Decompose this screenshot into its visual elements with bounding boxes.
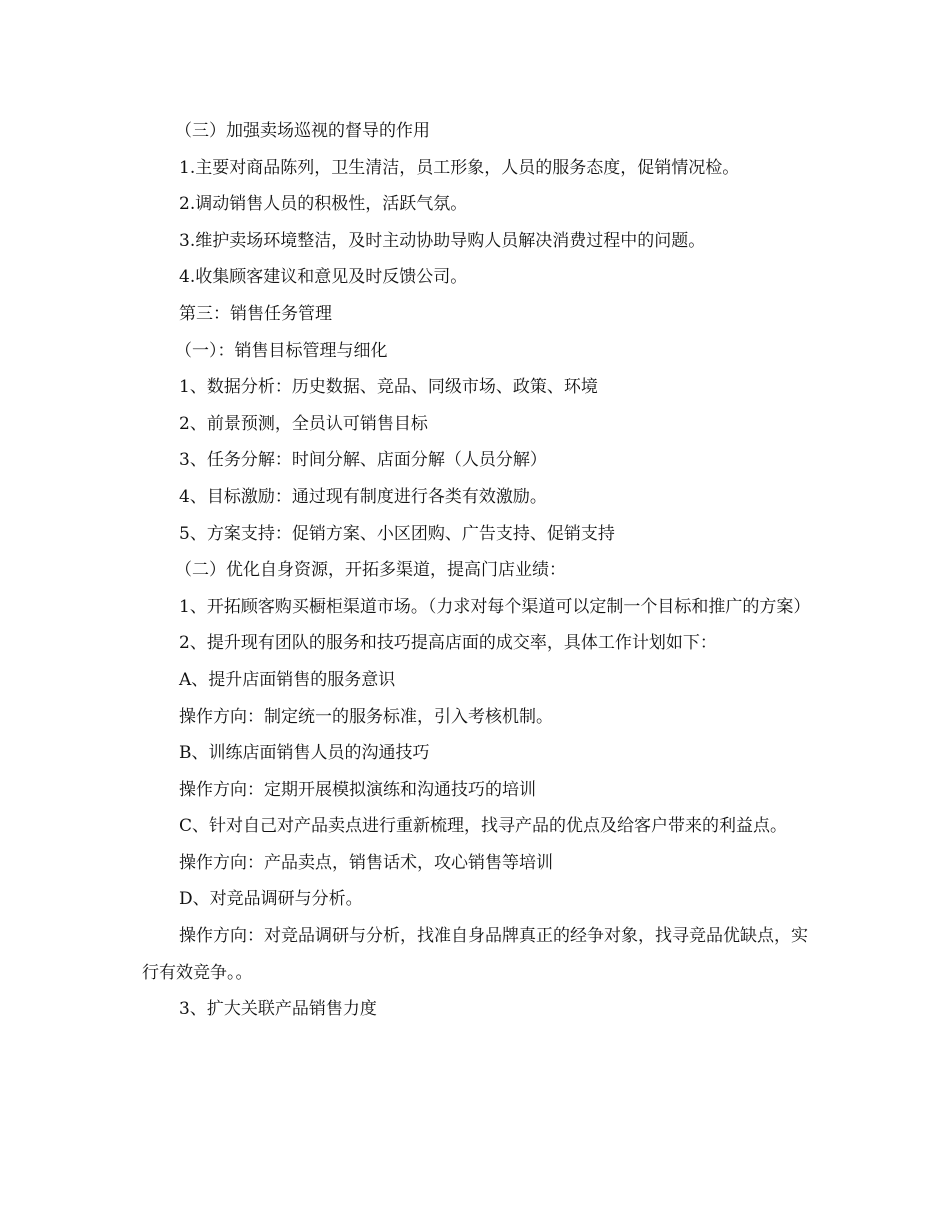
paragraph: 2、前景预测，全员认可销售目标 <box>179 413 428 434</box>
paragraph: 2、提升现有团队的服务和技巧提高店面的成交率，具体工作计划如下： <box>179 633 717 654</box>
paragraph: D、对竞品调研与分析。 <box>179 889 363 910</box>
paragraph: 1.主要对商品陈列，卫生清洁，员工形象，人员的服务态度，促销情况检。 <box>179 157 740 178</box>
document-body <box>142 113 811 1028</box>
paragraph: 1、数据分析：历史数据、竞品、同级市场、政策、环境 <box>179 377 598 398</box>
paragraph: 5、方案支持：促销方案、小区团购、广告支持、促销支持 <box>179 523 615 544</box>
paragraph: 操作方向：对竞品调研与分析，找准自身品牌真正的经争对象，找寻竞品优缺点，实行有效竞争。。 <box>142 926 808 983</box>
paragraph: A、提升店面销售的服务意识 <box>179 669 396 690</box>
paragraph: 操作方向：定期开展模拟演练和沟通技巧的培训 <box>179 779 536 800</box>
paragraph: 操作方向：产品卖点，销售话术，攻心销售等培训 <box>179 852 553 873</box>
paragraph: 4、目标激励：通过现有制度进行各类有效激励。 <box>179 486 547 507</box>
paragraph: 3、任务分解：时间分解、店面分解（人员分解） <box>179 450 547 471</box>
section-heading: （三）加强卖场巡视的督导的作用 <box>175 121 430 141</box>
paragraph: 4.收集顾客建议和意见及时反馈公司。 <box>179 267 468 288</box>
paragraph: C、针对自己对产品卖点进行重新梳理，找寻产品的优点及给客户带来的利益点。 <box>179 816 788 837</box>
paragraph: 操作方向：制定统一的服务标准，引入考核机制。 <box>179 706 553 727</box>
subsection-heading: （一）：销售目标管理与细化 <box>175 340 388 361</box>
paragraph: 3、扩大关联产品销售力度 <box>179 999 377 1020</box>
paragraph: 2.调动销售人员的积极性，活跃气氛。 <box>179 194 468 215</box>
paragraph: 1、开拓顾客购买橱柜渠道市场。（力求对每个渠道可以定制一个目标和推广的方案） <box>179 596 811 617</box>
section-heading: 第三：销售任务管理 <box>179 303 332 324</box>
subsection-heading: （二）优化自身资源，开拓多渠道，提高门店业绩： <box>175 560 566 581</box>
paragraph: 3.维护卖场环境整洁，及时主动协助导购人员解决消费过程中的问题。 <box>179 230 706 251</box>
paragraph: B、训练店面销售人员的沟通技巧 <box>179 743 430 764</box>
